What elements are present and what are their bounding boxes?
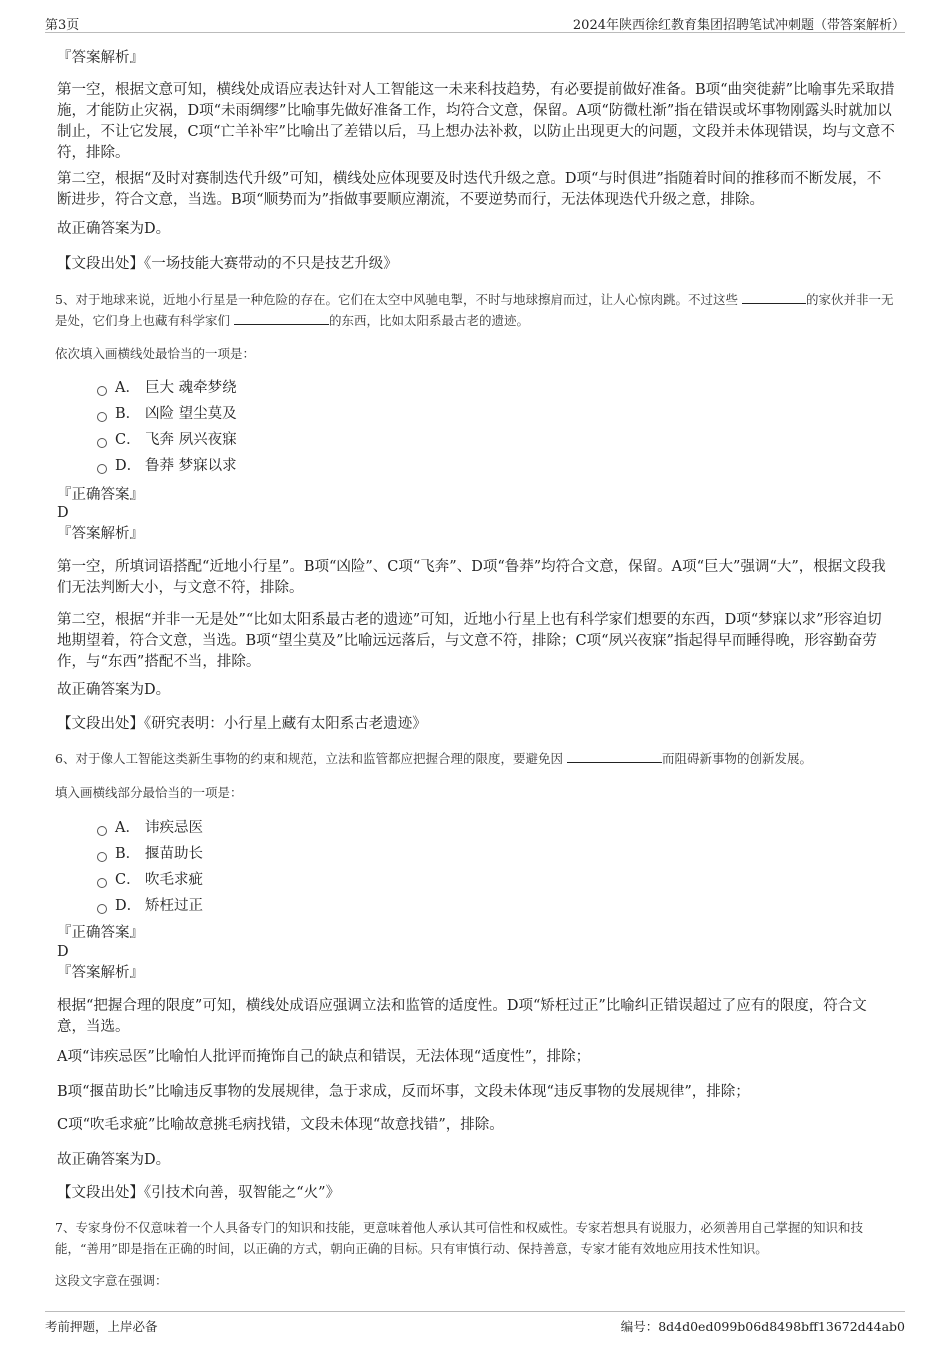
radio-icon[interactable]	[97, 464, 107, 474]
q5-option-c[interactable]: C． 飞奔 夙兴夜寐	[97, 429, 237, 451]
q6-option-c[interactable]: C． 吹毛求疵	[97, 869, 203, 891]
q4-analysis-p1: 第一空，根据文意可知，横线处成语应表达针对人工智能这一未来科技趋势，有必要提前做好准备。B项“曲突徙薪”比喻事先采取措施，才能防止灾祸，D项“未雨绸缪”比喻事先做好准备工作，均符合文意，保留。A项“防微杜渐”指在错误或坏事物刚露头时就加以制止，不让它发展，C项“亡羊补牢”比喻出了差错以后，马上想办法补救，以防止出现更大的问题，文段并未体现错误，均与文意不符，排除。	[57, 82, 895, 161]
q7-prompt: 这段文字意在强调：	[55, 1273, 168, 1288]
q6-analysis-p4: C项“吹毛求疵”比喻故意挑毛病找错，文段未体现“故意找错”，排除。	[57, 1117, 504, 1133]
q5-stem: 5、对于地球来说，近地小行星是一种危险的存在。它们在太空中风驰电掣，不时与地球擦肩而过，让人心惊肉跳。不过这些 的家伙并非一无是处，它们身上也藏有科学家们 的东西，比如太阳系最古老的遗迹。	[55, 289, 905, 331]
footer-slogan: 考前押题，上岸必备	[45, 1319, 158, 1334]
q6-answer: D	[57, 944, 69, 960]
q6-option-a[interactable]: A． 讳疾忌医	[97, 817, 203, 839]
q6-conclusion: 故正确答案为D。	[57, 1152, 171, 1168]
q5-option-d[interactable]: D． 鲁莽 梦寐以求	[97, 455, 237, 477]
q6-option-d[interactable]: D． 矫枉过正	[97, 895, 203, 917]
q5-option-b[interactable]: B． 凶险 望尘莫及	[97, 403, 237, 425]
q4-conclusion: 故正确答案为D。	[57, 221, 171, 237]
page-number: 第3页	[45, 18, 80, 33]
q5-answer-label: 『正确答案』	[57, 487, 144, 503]
q5-option-a[interactable]: A． 巨大 魂牵梦绕	[97, 377, 237, 399]
radio-icon[interactable]	[97, 826, 107, 836]
q5-blank-1	[742, 289, 806, 304]
page-header	[45, 12, 905, 33]
page-footer	[45, 1311, 905, 1334]
radio-icon[interactable]	[97, 386, 107, 396]
q5-source: 【文段出处】《研究表明：小行星上藏有太阳系古老遗迹》	[57, 716, 427, 732]
q6-prompt: 填入画横线部分最恰当的一项是：	[55, 785, 243, 800]
document-title: 2024年陕西徐红教育集团招聘笔试冲刺题（带答案解析）	[572, 18, 905, 33]
q6-stem: 6、对于像人工智能这类新生事物的约束和规范，立法和监管都应把握合理的限度，要避免因 而阻碍新事物的创新发展。	[55, 748, 905, 769]
q5-prompt: 依次填入画横线处最恰当的一项是：	[55, 346, 256, 361]
document-id: 编号：8d4d0ed099b06d8498bff13672d44ab0	[620, 1319, 905, 1334]
radio-icon[interactable]	[97, 904, 107, 914]
q5-answer: D	[57, 505, 69, 521]
q5-analysis-p2: 第二空，根据“并非一无是处”“比如太阳系最古老的遗迹”可知，近地小行星上也有科学家们想要的东西，D项“梦寐以求”形容迫切地期望着，符合文意，当选。B项“望尘莫及”比喻远远落后，与文意不符，排除；C项“夙兴夜寐”指起得早而睡得晚，形容勤奋劳作，与“东西”搭配不当，排除。	[57, 612, 882, 670]
q6-option-b[interactable]: B． 揠苗助长	[97, 843, 203, 865]
radio-icon[interactable]	[97, 438, 107, 448]
q6-blank	[567, 748, 662, 763]
q4-analysis-label: 『答案解析』	[57, 50, 144, 66]
radio-icon[interactable]	[97, 878, 107, 888]
q6-source: 【文段出处】《引技术向善，驭智能之“火”》	[57, 1185, 341, 1201]
q7-stem: 7、专家身份不仅意味着一个人具备专门的知识和技能，更意味着他人承认其可信性和权威性。专家若想具有说服力，必须善用自己掌握的知识和技能，“善用”即是指在正确的时间，以正确的方式，朝向正确的目标。只有审慎行动、保持善意，专家才能有效地应用技术性知识。	[55, 1220, 863, 1256]
q4-source: 【文段出处】《一场技能大赛带动的不只是技艺升级》	[57, 256, 398, 272]
q6-analysis-p2: A项“讳疾忌医”比喻怕人批评而掩饰自己的缺点和错误，无法体现“适度性”，排除；	[57, 1049, 591, 1065]
radio-icon[interactable]	[97, 852, 107, 862]
q5-conclusion: 故正确答案为D。	[57, 682, 171, 698]
q5-analysis-label: 『答案解析』	[57, 526, 144, 542]
q6-analysis-label: 『答案解析』	[57, 965, 144, 981]
q6-analysis-p3: B项“揠苗助长”比喻违反事物的发展规律，急于求成，反而坏事，文段未体现“违反事物的发展规律”，排除；	[57, 1084, 750, 1100]
q5-analysis-p1: 第一空，所填词语搭配“近地小行星”。B项“凶险”、C项“飞奔”、D项“鲁莽”均符合文意，保留。A项“巨大”强调“大”，根据文段我们无法判断大小，与文意不符，排除。	[57, 559, 886, 596]
q6-analysis-p1: 根据“把握合理的限度”可知，横线处成语应强调立法和监管的适度性。D项“矫枉过正”比喻纠正错误超过了应有的限度，符合文意，当选。	[57, 998, 867, 1035]
q6-answer-label: 『正确答案』	[57, 925, 144, 941]
q5-blank-2	[234, 310, 329, 325]
radio-icon[interactable]	[97, 412, 107, 422]
q4-analysis-p2: 第二空，根据“及时对赛制迭代升级”可知，横线处应体现要及时迭代升级之意。D项“与时俱进”指随着时间的推移而不断发展，不断进步，符合文意，当选。B项“顺势而为”指做事要顺应潮流，不要逆势而行，无法体现迭代升级之意，排除。	[57, 171, 882, 208]
